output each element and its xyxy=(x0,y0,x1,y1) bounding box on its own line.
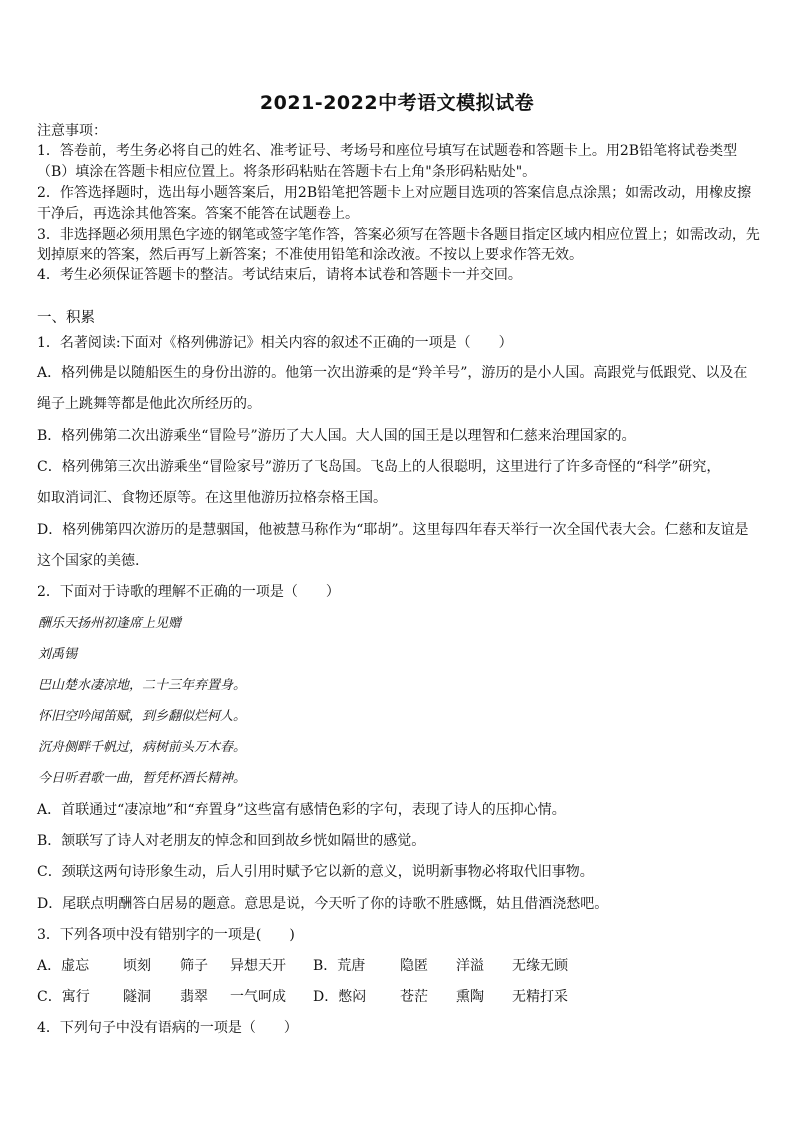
page-title: 2021-2022中考语文模拟试卷 xyxy=(259,92,535,114)
q3-b-word-4: 无缘无顾 xyxy=(512,958,568,974)
q2-option-b: B．颔联写了诗人对老朋友的悼念和回到故乡恍如隔世的感觉。 xyxy=(37,833,426,849)
poem-line-1: 巴山楚水凄凉地，二十三年弃置身。 xyxy=(38,678,247,693)
q3-stem: 3．下列各项中没有错别字的一项是( ) xyxy=(37,927,295,943)
notice-line-6: 划掉原来的答案，然后再写上新答案；不准使用铅笔和涂改液。不按以上要求作答无效。 xyxy=(37,247,583,263)
notice-line-2: （B）填涂在答题卡相应位置上。将条形码粘贴在答题卡右上角"条形码粘贴处"。 xyxy=(37,164,537,180)
notice-heading: 注意事项： xyxy=(37,123,107,139)
q2-option-a: A．首联通过“凄凉地”和“弃置身”这些富有感情色彩的字句，表现了诗人的压抑心情。 xyxy=(37,802,566,818)
poem-line-4: 今日听君歌一曲，暂凭杯酒长精神。 xyxy=(38,771,247,786)
q2-option-c: C．颈联这两句诗形象生动，后人引用时赋予它以新的意义，说明新事物必将取代旧事物。 xyxy=(37,864,594,880)
q3-b-word-3: 洋溢 xyxy=(456,958,484,974)
q1-option-d-line1: D．格列佛第四次游历的是慧骃国，他被慧马称作为“耶胡”。这里每四年春天举行一次全国代表大会。仁慈和友谊是 xyxy=(37,522,749,538)
q3-b-word-2: 隐匿 xyxy=(400,958,428,974)
notice-line-1: 1．答卷前，考生务必将自己的姓名、准考证号、考场号和座位号填写在试题卷和答题卡上。用2B铅笔将试卷类型 xyxy=(37,143,738,159)
poem-author: 刘禹锡 xyxy=(38,647,78,662)
q3-c-word-2: 隧洞 xyxy=(123,989,151,1005)
q3-a-word-1: A．虚忘 xyxy=(37,958,90,974)
q3-d-word-2: 苍茫 xyxy=(400,989,428,1005)
q4-stem: 4．下列句子中没有语病的一项是（ ） xyxy=(37,1020,298,1036)
notice-line-7: 4．考生必须保证答题卡的整洁。考试结束后，请将本试卷和答题卡一并交回。 xyxy=(37,267,522,283)
q1-option-a-line1: A．格列佛是以随船医生的身份出游的。他第一次出游乘的是“羚羊号”，游历的是小人国。高跟党与低跟党、以及在 xyxy=(37,365,748,381)
poem-line-2: 怀旧空吟闻笛赋，到乡翻似烂柯人。 xyxy=(38,709,247,724)
q1-option-d-line2: 这个国家的美德. xyxy=(37,553,140,569)
q1-option-a-line2: 绳子上跳舞等都是他此次所经历的。 xyxy=(37,396,261,412)
notice-line-4: 干净后，再选涂其他答案。答案不能答在试题卷上。 xyxy=(37,206,359,222)
q3-c-word-1: C．寓行 xyxy=(37,989,90,1005)
q3-d-word-1: D．憋闷 xyxy=(313,989,367,1005)
q1-option-c-line2: 如取消词汇、食物还原等。在这里他游历拉格奈格王国。 xyxy=(37,490,387,506)
q3-a-word-2: 顷刻 xyxy=(123,958,151,974)
q3-c-word-4: 一气呵成 xyxy=(230,989,286,1005)
q2-stem: 2．下面对于诗歌的理解不正确的一项是（ ） xyxy=(37,584,340,600)
q3-b-word-1: B．荒唐 xyxy=(313,958,366,974)
q3-a-word-4: 异想天开 xyxy=(230,958,286,974)
poem-title: 酬乐天扬州初逢席上见赠 xyxy=(38,616,182,631)
q1-stem: 1．名著阅读:下面对《格列佛游记》相关内容的叙述不正确的一项是（ ） xyxy=(37,335,513,351)
q1-option-c-line1: C．格列佛第三次出游乘坐“冒险家号”游历了飞岛国。飞岛上的人很聪明，这里进行了许多奇怪的“科学”研究， xyxy=(37,459,721,475)
q3-a-word-3: 筛子 xyxy=(180,958,208,974)
notice-line-3: 2．作答选择题时，选出每小题答案后，用2B铅笔把答题卡上对应题目选项的答案信息点涂黑；如需改动，用橡皮擦 xyxy=(37,185,752,201)
q3-d-word-4: 无精打采 xyxy=(512,989,568,1005)
q3-d-word-3: 熏陶 xyxy=(456,989,484,1005)
notice-line-5: 3．非选择题必须用黑色字迹的钢笔或签字笔作答，答案必须写在答题卡各题目指定区域内相应位置上；如需改动，先 xyxy=(37,227,760,243)
section-heading: 一、积累 xyxy=(37,310,95,326)
q3-c-word-3: 翡翠 xyxy=(180,989,208,1005)
q2-option-d: D．尾联点明酬答白居易的题意。意思是说，今天听了你的诗歌不胜感慨，姑且借酒浇愁吧。 xyxy=(37,896,609,912)
q1-option-b: B．格列佛第二次出游乘坐“冒险号”游历了大人国。大人国的国王是以理智和仁慈来治理国家的。 xyxy=(37,428,636,444)
poem-line-3: 沉舟侧畔千帆过，病树前头万木春。 xyxy=(38,740,247,755)
